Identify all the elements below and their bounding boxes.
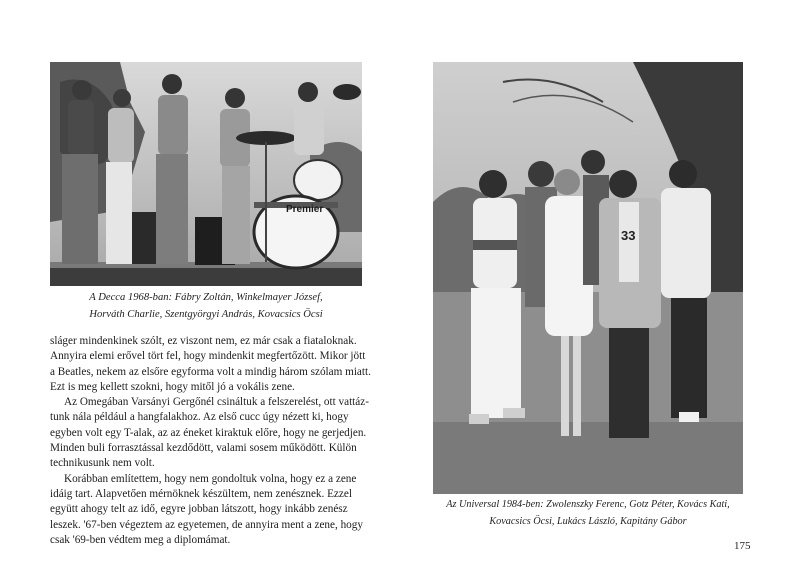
text-line: technikusunk nem volt. [50,457,155,470]
decca-photo-illustration [50,62,362,286]
text-line: csak '69-ben védtem meg a diplomámat. [50,533,231,546]
text-line: idáig tart. Alapvetően mérnöknek készültem, nem zenésznek. Ezzel [50,487,352,500]
caption-line: Horváth Charlie, Szentgyörgyi András, Kovacsics Öcsi [89,309,323,320]
text-line: Korábban említettem, hogy nem gondoltuk volna, hogy ez a zene [64,472,357,485]
universal-band-photo [433,62,743,494]
shirt-number-text: 33 [621,228,636,243]
text-line: Annyira elemi erővel tört fel, hogy mindenkit megfertőzött. Mikor jött [50,350,366,363]
text-line: Az Omegában Varsányi Gergőnél csináltuk a felszerelést, ott vattáz- [64,396,369,409]
caption-line: Kovacsics Öcsi, Lukács László, Kapitány Gábor [489,516,687,527]
text-line: leszek. '67-ben végeztem az egyetemen, de annyira ment a zene, hogy [50,518,363,531]
page-number: 175 [734,540,751,552]
text-line: együtt ahogy telt az idő, egyre jobban látszott, hogy inkább zenész [50,503,348,516]
universal-photo-illustration [433,62,743,494]
text-line: Minden buli forrasztással kezdődött, valami sosem működött. Külön [50,442,357,455]
text-line: a Beatles, nekem az elsőre egyforma volt a mindig három szólam miatt. [50,365,371,378]
text-line: sláger mindenkinek szólt, ez viszont nem, ez már csak a fiataloknak. [50,335,357,347]
universal-photo-caption [433,496,743,530]
body-text [50,334,371,548]
drum-logo-text: Premier [286,204,324,215]
caption-line: Az Universal 1984-ben: Zwolenszky Ferenc, Gotz Péter, Kovács Kati, [446,499,730,510]
decca-band-photo [50,62,362,286]
decca-photo-caption [50,289,362,323]
text-line: egyben volt egy T-alak, az az éneket kiraktuk előre, hogy ne gerjedjen. [50,426,367,439]
text-line: tunk nála például a hangfalakhoz. Az első cucc úgy nézett ki, hogy [50,411,349,424]
text-line: Ezt is meg kellett szokni, hogy mitől jó a vokális zene. [50,380,295,393]
caption-line: A Decca 1968-ban: Fábry Zoltán, Winkelmayer József, [89,292,323,303]
